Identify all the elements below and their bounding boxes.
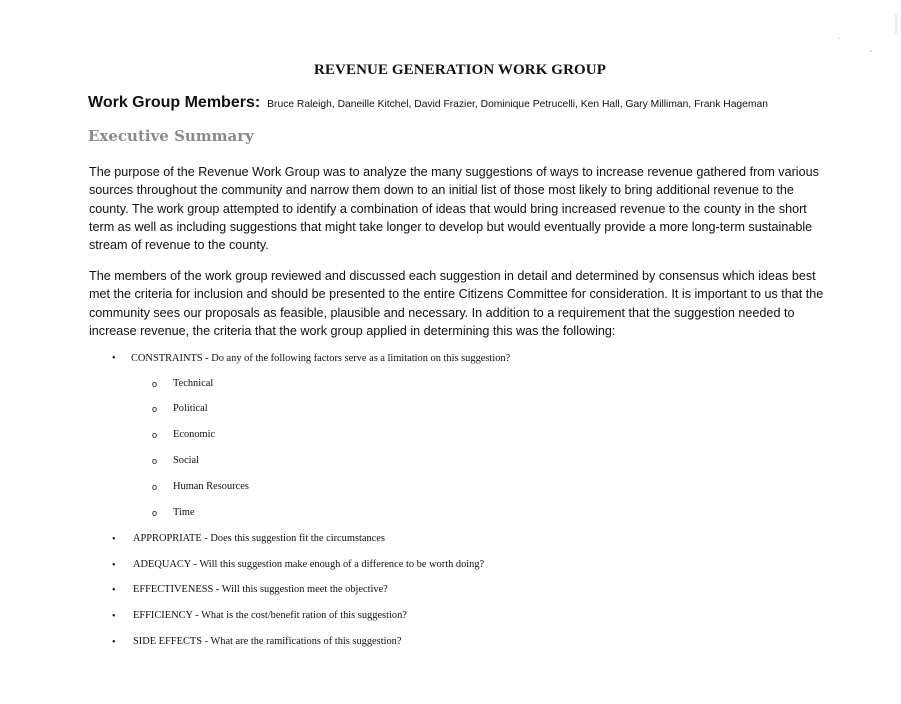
subitem-economic: Economic bbox=[173, 429, 216, 440]
members-label: Work Group Members: bbox=[88, 94, 261, 111]
criteria-item-side-effects: SIDE EFFECTS - What are the ramifications of this suggestion? bbox=[133, 636, 402, 647]
section-heading: Executive Summary bbox=[88, 127, 254, 145]
sub-bullet-icon: o bbox=[152, 482, 158, 492]
paragraph-criteria-intro: The members of the work group reviewed and discussed each suggestion in detail and determined by consensus which ideas best met the criteria for inclusion and should be presented to the entire Citizens Committee for consideration. It is important to us that the community sees our proposals as feasible, plausible and necessary. In addition to a requirement that the suggestion needed to increase revenue, the criteria that the work group applied in determining this was the following: bbox=[89, 269, 824, 338]
criteria-item-efficiency: EFFICIENCY - What is the cost/benefit ration of this suggestion? bbox=[133, 610, 407, 621]
subitem-time: Time bbox=[173, 507, 195, 518]
paragraph-purpose: The purpose of the Revenue Work Group was to analyze the many suggestions of ways to increase revenue gathered from various sources throughout the community and narrow them down to an initial list of those most likely to bring additional revenue to the county. The work group attempted to identify a combination of ideas that would bring increased revenue to the county in the short term as well as including suggestions that might take longer to develop but would eventually provide a more long-term sustainable stream of revenue to the county. bbox=[89, 165, 819, 253]
criteria-item-adequacy: ADEQUACY - Will this suggestion make enough of a difference to be worth doing? bbox=[133, 559, 485, 570]
members-names: Bruce Raleigh, Daneille Kitchel, David Frazier, Dominique Petrucelli, Ken Hall, Gary Milliman, Frank Hageman bbox=[267, 99, 768, 110]
scan-speck bbox=[572, 263, 573, 265]
bullet-icon: • bbox=[112, 585, 116, 596]
sub-bullet-icon: o bbox=[152, 430, 158, 440]
criteria-item-effectiveness: EFFECTIVENESS - Will this suggestion meet the objective? bbox=[133, 584, 388, 595]
criteria-item-constraints: CONSTRAINTS - Do any of the following factors serve as a limitation on this suggestion? bbox=[131, 353, 511, 364]
subitem-human-resources: Human Resources bbox=[173, 481, 249, 492]
sub-bullet-icon: o bbox=[152, 456, 158, 466]
bullet-icon: • bbox=[112, 611, 116, 622]
scan-speck bbox=[870, 50, 872, 52]
subitem-social: Social bbox=[173, 455, 199, 466]
subitem-technical: Technical bbox=[173, 378, 214, 389]
scan-speck bbox=[895, 14, 897, 34]
work-group-members bbox=[88, 94, 768, 112]
subitem-political: Political bbox=[173, 403, 208, 414]
sub-bullet-icon: o bbox=[152, 508, 158, 518]
sub-bullet-icon: o bbox=[152, 404, 158, 414]
scan-speck bbox=[838, 38, 840, 39]
bullet-icon: • bbox=[112, 534, 116, 545]
bullet-icon: • bbox=[112, 637, 116, 648]
sub-bullet-icon: o bbox=[152, 379, 158, 389]
document-title: REVENUE GENERATION WORK GROUP bbox=[314, 62, 606, 78]
bullet-icon: • bbox=[112, 560, 116, 571]
criteria-item-appropriate: APPROPRIATE - Does this suggestion fit the circumstances bbox=[133, 533, 385, 544]
bullet-icon: • bbox=[112, 353, 116, 364]
